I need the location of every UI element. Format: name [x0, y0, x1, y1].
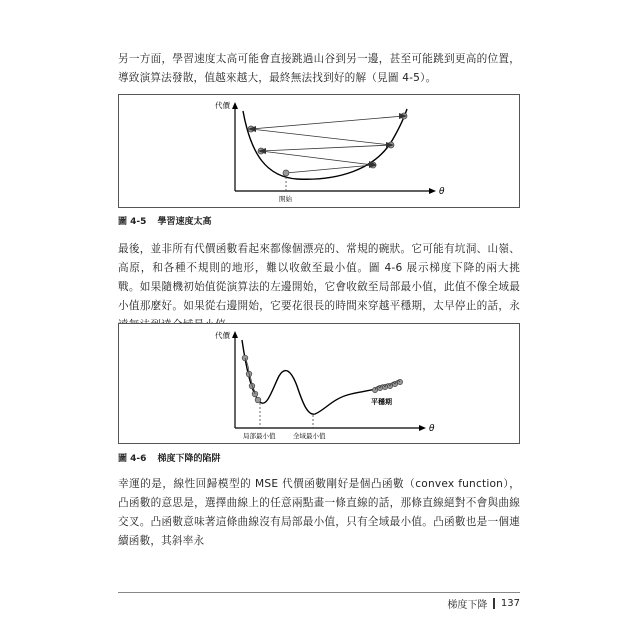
x-axis-label: θ — [429, 424, 435, 434]
step-point — [283, 170, 289, 176]
footer-separator — [493, 598, 495, 609]
step-line — [261, 145, 391, 151]
step-line — [251, 116, 404, 129]
figure-title: 梯度下降的陷阱 — [157, 454, 221, 464]
footer-rule — [118, 592, 520, 593]
left-descent-points — [242, 355, 261, 403]
y-axis-label: 代價 — [215, 331, 230, 340]
figure-title: 學習速度太高 — [157, 217, 212, 227]
plateau-points — [372, 379, 402, 392]
x-axis-arrow — [429, 188, 436, 194]
start-label: 開始 — [279, 195, 292, 203]
y-axis-label: 代價 — [215, 101, 230, 110]
figure-4-6 — [118, 323, 520, 444]
step-point — [255, 397, 261, 403]
figure-number: 圖 4-6 — [118, 454, 147, 464]
y-axis-arrow — [232, 331, 238, 338]
y-axis-arrow — [232, 102, 238, 109]
step-arrowheads — [248, 113, 407, 168]
figure-4-6-diagram — [119, 324, 519, 443]
intro-paragraph: 另一方面，學習速度太高可能會直接跳過山谷到另一邊，甚至可能跳到更高的位置，導致演算法發散，值越來越大，最終無法找到好的解（見圖 4-5）。 — [118, 53, 520, 84]
figure-4-5 — [118, 94, 520, 208]
chapter-title: 梯度下降 — [447, 600, 488, 611]
local-min-label: 局部最小值 — [243, 432, 276, 440]
page-number: 137 — [500, 598, 520, 609]
bottom-paragraph: 幸運的是，線性回歸模型的 MSE 代價函數剛好是個凸函數（convex function），凸函數的意思是，選擇曲線上的任意兩點畫一條直線的話，那條直線絕對不會與曲線交叉。凸函數意味著這條曲線沒有局部最小值，只有全域最小值。凸函數也是一個連續函數，其斜率永 — [118, 478, 520, 547]
x-axis-arrow — [419, 425, 426, 431]
step-line — [251, 129, 391, 145]
step-line — [261, 151, 373, 165]
figure-4-5-caption — [118, 214, 212, 227]
page-footer — [447, 596, 520, 611]
middle-paragraph: 最後，並非所有代價函數看起來都像個漂亮的、常規的碗狀。它可能有坑洞、山嶺、高原，和各種不規則的地形，難以收斂至最小值。圖 4-6 展示梯度下降的兩大挑戰。如果隨機初始值從演算法的左邊開始，它會收斂至局部最小值，此值不像全域最小值那麼好。如果從右邊開始，它要花很長的時間來穿越平穩期，太早停止的話，永 — [118, 243, 520, 312]
global-min-label: 全域最小值 — [293, 432, 326, 440]
divergent-steps — [251, 116, 404, 173]
figure-number: 圖 4-5 — [118, 217, 147, 227]
x-axis-label: θ — [439, 187, 445, 197]
figure-4-6-caption — [118, 451, 221, 464]
figure-4-5-diagram — [119, 95, 519, 207]
plateau-label: 平穩期 — [371, 398, 392, 406]
